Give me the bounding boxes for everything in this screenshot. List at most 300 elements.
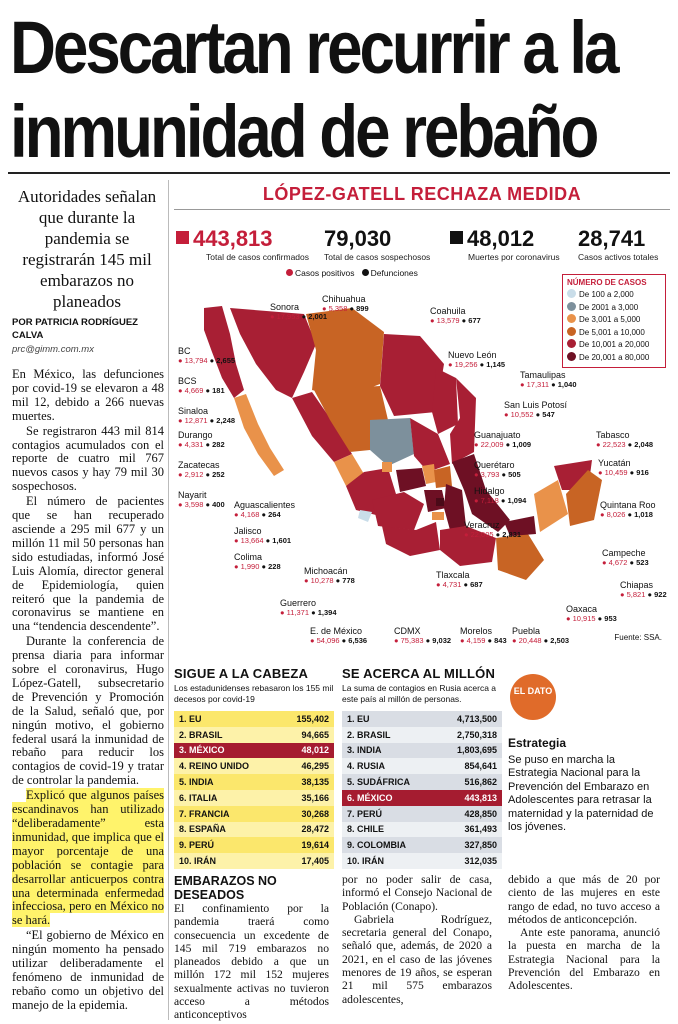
state-label — [602, 548, 649, 568]
state-name: BC — [178, 346, 191, 356]
country-cell: 2. BRASIL — [179, 729, 223, 740]
red-dot-icon: ● — [596, 440, 603, 449]
state-cases: 3,598 — [184, 500, 204, 509]
state-name: Tlaxcala — [436, 570, 470, 580]
table-row — [174, 822, 334, 838]
state-cases: 5,358 — [328, 304, 348, 313]
state-values — [436, 580, 483, 590]
state-label — [504, 400, 567, 420]
red-dot-icon: ● — [474, 440, 481, 449]
table-row — [342, 822, 502, 838]
country-cell: 10. IRÁN — [347, 856, 385, 867]
state-name: Nuevo León — [448, 350, 497, 360]
value-cell: 327,850 — [464, 840, 497, 851]
state-values — [598, 468, 649, 478]
state-cases: 11,371 — [286, 608, 310, 617]
state-cases: 75,383 — [400, 636, 424, 645]
state-label — [304, 566, 355, 586]
black-dot-icon: ● — [625, 440, 635, 449]
legend-swatch-icon — [567, 327, 576, 336]
state-deaths: 1,040 — [557, 380, 577, 389]
state-deaths: 1,601 — [272, 536, 292, 545]
paragraph: Ante este panorama, anunció la puesta en marcha de la Estrategia Nacional para la Prevención del Embarazo en Adolescentes. — [508, 926, 660, 993]
red-dot-icon: ● — [270, 312, 277, 321]
dato-text: Se puso en marcha la Estrategia Nacional para la Prevención del Embarazo en Adolescentes para retrasar la maternidad y la paternidad de los jóvenes. — [508, 754, 654, 834]
state-cases: 1,990 — [240, 562, 260, 571]
state-deaths: 228 — [268, 562, 281, 571]
state-label — [430, 306, 481, 326]
cases-table — [342, 711, 502, 869]
cases-legend — [562, 274, 666, 368]
country-cell: 4. REINO UNIDO — [179, 761, 250, 772]
black-dot-icon: ● — [493, 530, 503, 539]
stat-active-value: 28,741 — [578, 226, 646, 251]
state-cases: 5,821 — [626, 590, 646, 599]
red-dot-icon: ● — [602, 558, 609, 567]
key-deaths-label: Defunciones — [370, 268, 418, 278]
red-dot-icon: ● — [474, 470, 481, 479]
value-cell: 155,402 — [296, 713, 329, 724]
table-row — [174, 853, 334, 869]
state-name: Veracruz — [464, 520, 500, 530]
black-dot-icon: ● — [203, 470, 213, 479]
state-name: Yucatán — [598, 458, 631, 468]
author-email[interactable]: prc@gimm.com.mx — [12, 344, 94, 355]
state-name: Durango — [178, 430, 213, 440]
state-values — [178, 440, 225, 450]
state-label — [596, 430, 653, 450]
black-dot-icon: ● — [459, 316, 469, 325]
subheadline: Autoridades señalan que durante la pandemia se registrarán 145 mil embarazos no planeados — [17, 187, 157, 311]
value-cell: 1,803,695 — [456, 745, 497, 756]
red-dot-icon: ● — [464, 530, 471, 539]
black-dot-icon: ● — [423, 636, 433, 645]
value-cell: 428,850 — [464, 808, 497, 819]
country-cell: 8. CHILE — [347, 824, 385, 835]
infographic-title: LÓPEZ-GATELL RECHAZA MEDIDA — [174, 184, 670, 210]
state-cases: 7,118 — [480, 496, 499, 505]
state-name: Coahuila — [430, 306, 466, 316]
paragraph: Se registraron 443 mil 814 contagios acumulados con el reporte de cuatro mil 767 nuevos casos y hay 79 mil 30 sospechosos. — [12, 423, 164, 494]
nuevo-leon-shape — [432, 368, 458, 434]
state-label — [448, 350, 505, 370]
state-values — [464, 530, 521, 540]
state-label — [178, 490, 225, 510]
black-dot-icon: ● — [533, 410, 543, 419]
black-dot-icon: ● — [499, 470, 509, 479]
legend-item — [567, 339, 661, 352]
stat-confirmed-value: 443,813 — [193, 226, 273, 251]
state-values — [520, 380, 577, 390]
state-name: Chiapas — [620, 580, 654, 590]
state-name: Jalisco — [234, 526, 262, 536]
dato-title: Estrategia — [508, 736, 567, 750]
black-dot-icon: ● — [339, 636, 349, 645]
column-divider — [168, 180, 169, 1020]
state-cases: 13,579 — [436, 316, 460, 325]
red-dot-icon: ● — [460, 636, 467, 645]
state-values — [304, 576, 355, 586]
table-row — [174, 743, 334, 759]
red-dot-icon: ● — [280, 608, 287, 617]
stat-confirmed-label: Total de casos confirmados — [206, 252, 309, 262]
state-values — [600, 510, 656, 520]
table-row — [342, 790, 502, 806]
legend-label: De 2001 a 3,000 — [579, 302, 639, 312]
stat-suspected-value: 79,030 — [324, 226, 392, 251]
state-name: Sinaloa — [178, 406, 209, 416]
paragraph: “El gobierno de México en ningún momento ha pensado utilizar deliberadamente el fenómeno de inmunidad de rebaño como un objetivo del manejo de la epidemia. — [12, 928, 164, 1012]
table-cases-title: SE ACERCA AL MILLÓN — [342, 666, 496, 681]
table-row — [174, 790, 334, 806]
value-cell: 48,012 — [301, 745, 329, 756]
black-dot-icon: ● — [203, 500, 213, 509]
value-cell: 35,166 — [301, 792, 329, 803]
square-icon — [450, 231, 463, 244]
legend-swatch-icon — [567, 339, 576, 348]
state-cases: 22,005 — [470, 530, 494, 539]
value-cell: 28,472 — [301, 824, 329, 835]
stat-suspected-label: Total de casos sospechosos — [324, 252, 431, 262]
table-row — [174, 758, 334, 774]
red-dot-icon: ● — [310, 636, 317, 645]
red-dot-icon: ● — [512, 636, 519, 645]
state-cases: 4,168 — [240, 510, 260, 519]
state-name: E. de México — [310, 626, 363, 636]
state-cases: 10,915 — [572, 614, 596, 623]
state-label — [280, 598, 337, 618]
legend-item — [567, 302, 661, 315]
state-cases: 22,523 — [602, 440, 626, 449]
state-cases: 13,664 — [240, 536, 264, 545]
table-row — [342, 727, 502, 743]
country-cell: 3. MÉXICO — [179, 745, 225, 756]
table-row — [342, 774, 502, 790]
paragraph: debido a que más de 20 por ciento de las mujeres en este rango de edad, no tuvo acceso a métodos de anticoncepción. — [508, 873, 660, 926]
state-deaths: 2,001 — [308, 312, 328, 321]
map-key — [286, 268, 418, 278]
state-label — [460, 626, 507, 646]
value-cell: 312,035 — [464, 856, 497, 867]
table-row — [342, 853, 502, 869]
byline: POR PATRICIA RODRÍGUEZ CALVA — [12, 317, 138, 341]
state-values — [448, 360, 505, 370]
state-cases: 12,871 — [184, 416, 208, 425]
chiapas-shape — [496, 534, 544, 580]
country-cell: 5. SUDÁFRICA — [347, 777, 411, 788]
red-dot-icon: ● — [394, 636, 401, 645]
red-dot-icon: ● — [504, 410, 511, 419]
stat-confirmed — [176, 228, 309, 262]
black-dot-icon: ● — [347, 304, 357, 313]
black-dot-icon: ● — [549, 380, 558, 389]
value-cell: 46,295 — [301, 761, 329, 772]
value-cell: 4,713,500 — [456, 713, 497, 724]
state-cases: 13,794 — [184, 356, 208, 365]
black-dot-icon: ● — [203, 386, 213, 395]
red-dot-icon: ● — [436, 580, 443, 589]
state-deaths: 2,655 — [216, 356, 236, 365]
legend-title: NÚMERO DE CASOS — [567, 278, 647, 287]
table-deaths-desc: Los estadunidenses rebasaron los 155 mil decesos por covid-19 — [174, 683, 334, 704]
black-dot-icon: ● — [333, 576, 343, 585]
country-cell: 7. FRANCIA — [179, 808, 230, 819]
state-deaths: 1,394 — [317, 608, 337, 617]
state-cases: 4,672 — [608, 558, 628, 567]
state-deaths: 2,831 — [502, 530, 522, 539]
headline — [10, 6, 617, 174]
state-values — [310, 636, 367, 646]
state-name: San Luis Potosí — [504, 400, 568, 410]
state-label — [620, 580, 667, 600]
state-deaths: 2,503 — [550, 636, 570, 645]
state-values — [234, 562, 281, 572]
state-deaths: 282 — [212, 440, 225, 449]
state-values — [322, 304, 369, 314]
value-cell: 443,813 — [464, 792, 497, 803]
state-deaths: 778 — [342, 576, 355, 585]
value-cell: 361,493 — [464, 824, 497, 835]
state-deaths: 547 — [542, 410, 555, 419]
table-cases-ranking — [342, 666, 502, 869]
state-cases: 22,009 — [480, 440, 504, 449]
state-label — [474, 430, 531, 450]
black-dot-icon: ● — [461, 580, 471, 589]
legend-label: De 3,001 a 5,000 — [579, 315, 641, 324]
state-values — [512, 636, 569, 646]
country-cell: 2. BRASIL — [347, 729, 391, 740]
table-row — [174, 806, 334, 822]
table-row — [174, 711, 334, 727]
state-values — [596, 440, 653, 450]
state-cases: 20,448 — [518, 636, 542, 645]
state-label — [436, 570, 483, 590]
legend-swatch-icon — [567, 302, 576, 311]
table-row — [342, 711, 502, 727]
black-dot-icon: ● — [203, 440, 213, 449]
state-label — [178, 376, 225, 396]
country-cell: 3. INDIA — [347, 745, 382, 756]
morelos-shape — [432, 512, 444, 520]
state-values — [178, 470, 225, 480]
state-name: Chihuahua — [322, 294, 366, 304]
country-cell: 9. COLOMBIA — [347, 840, 407, 851]
state-label — [394, 626, 451, 646]
state-name: Hidalgo — [474, 486, 505, 496]
state-deaths: 1,094 — [507, 496, 527, 505]
deaths-table — [174, 711, 334, 869]
black-dot-icon: ● — [503, 440, 513, 449]
table-row — [342, 837, 502, 853]
stat-active — [578, 228, 658, 262]
value-cell: 516,862 — [464, 777, 497, 788]
state-name: CDMX — [394, 626, 421, 636]
stat-suspected — [324, 228, 430, 262]
red-dot-icon: ● — [520, 380, 527, 389]
legend-label: De 20,001 a 80,000 — [579, 352, 650, 362]
black-dot-icon: ● — [259, 510, 269, 519]
black-dot-icon: ● — [595, 614, 605, 623]
table-row — [342, 743, 502, 759]
state-deaths: 1,009 — [512, 440, 532, 449]
state-deaths: 843 — [494, 636, 507, 645]
state-label — [520, 370, 577, 390]
country-cell: 7. PERÚ — [347, 808, 383, 819]
table-row — [174, 774, 334, 790]
state-label — [270, 302, 327, 322]
state-name: BCS — [178, 376, 197, 386]
black-dot-icon: ● — [627, 468, 637, 477]
red-dot-icon: ● — [178, 470, 185, 479]
value-cell: 94,665 — [301, 729, 329, 740]
state-label — [474, 486, 526, 506]
legend-label: De 5,001 a 10,000 — [579, 327, 645, 337]
state-label — [512, 626, 569, 646]
state-cases: 4,331 — [184, 440, 204, 449]
legend-item — [567, 327, 661, 340]
state-name: Quintana Roo — [600, 500, 656, 510]
state-cases: 4,159 — [466, 636, 486, 645]
country-cell: 5. INDIA — [179, 777, 214, 788]
headline-line-2: inmunidad de rebaño — [10, 90, 597, 173]
state-values — [394, 636, 451, 646]
black-dot-icon — [362, 269, 369, 276]
stat-deaths-label: Muertes por coronavirus — [468, 252, 560, 262]
hidalgo-shape — [434, 466, 452, 488]
red-dot-icon: ● — [598, 468, 605, 477]
state-values — [474, 440, 531, 450]
state-values — [270, 312, 327, 322]
cdmx-shape — [436, 498, 444, 506]
el-dato-badge: EL DATO — [510, 674, 556, 720]
state-values — [460, 636, 507, 646]
black-dot-icon: ● — [485, 636, 495, 645]
puebla-shape — [444, 484, 466, 530]
state-deaths: 6,536 — [348, 636, 368, 645]
state-label — [566, 604, 617, 624]
state-deaths: 1,018 — [634, 510, 653, 519]
section-subtitle: EMBARAZOS NO DESEADOS — [174, 874, 277, 902]
red-dot-icon: ● — [234, 536, 241, 545]
state-name: Aguascalientes — [234, 500, 296, 510]
state-label — [600, 500, 656, 520]
black-dot-icon: ● — [645, 590, 655, 599]
state-cases: 2,912 — [184, 470, 204, 479]
guanajuato-shape — [396, 468, 426, 492]
state-deaths: 953 — [604, 614, 617, 623]
state-name: Oaxaca — [566, 604, 598, 614]
state-name: Tabasco — [596, 430, 630, 440]
state-values — [602, 558, 649, 568]
state-cases: 8,026 — [606, 510, 626, 519]
state-name: Puebla — [512, 626, 541, 636]
paragraph: por no poder salir de casa, informó el Consejo Nacional de Población (Conapo). — [342, 873, 492, 913]
state-label — [178, 460, 225, 480]
black-dot-icon: ● — [207, 416, 217, 425]
legend-items — [567, 289, 661, 364]
state-deaths: 2,248 — [216, 416, 236, 425]
state-values — [474, 496, 526, 506]
state-label — [234, 500, 295, 520]
table-row — [342, 806, 502, 822]
red-dot-icon: ● — [430, 316, 437, 325]
country-cell: 8. ESPAÑA — [179, 824, 226, 835]
black-dot-icon: ● — [477, 360, 487, 369]
state-label — [234, 552, 281, 572]
state-values — [178, 386, 225, 396]
stat-active-label: Casos activos totales — [578, 252, 659, 262]
black-dot-icon: ● — [625, 510, 635, 519]
state-name: Tamaulipas — [520, 370, 566, 380]
state-values — [178, 356, 235, 366]
article-column-mid: El confinamiento por la pandemia traerá como consecuencia un excedente de 145 mil 719 embarazos no planeados debido a que un millón 172 mil 152 mujeres sexualmente activas no tuvieron acceso a métodos anticonceptivos — [174, 902, 329, 1022]
article-column-left — [12, 368, 164, 1014]
red-dot-icon: ● — [234, 562, 241, 571]
value-cell: 17,405 — [301, 856, 329, 867]
value-cell: 854,641 — [464, 761, 497, 772]
aguascalientes-shape — [382, 462, 392, 472]
legend-swatch-icon — [567, 289, 576, 298]
state-values — [620, 590, 667, 600]
baja-california-sur-shape — [234, 394, 284, 476]
legend-item — [567, 314, 661, 327]
state-name: Zacatecas — [178, 460, 220, 470]
state-values — [430, 316, 481, 326]
state-deaths: 899 — [356, 304, 369, 313]
legend-item — [567, 289, 661, 302]
state-label — [474, 460, 521, 480]
country-cell: 6. ITALIA — [179, 792, 218, 803]
highlighted-text: Explicó que algunos países escandinavos han utilizado “deliberadamente” esta inmunidad, que implica que el mayor porcentaje de una población se contagie para desarrollar anticuerpos contra una determinada enfermedad infecciosa, pero en México no se hará. — [12, 788, 164, 928]
state-label — [178, 346, 235, 366]
red-dot-icon: ● — [322, 304, 329, 313]
state-name: Guerrero — [280, 598, 317, 608]
table-row — [174, 837, 334, 853]
state-cases: 10,278 — [310, 576, 334, 585]
state-name: Guanajuato — [474, 430, 521, 440]
colima-shape — [358, 510, 372, 522]
black-dot-icon: ● — [259, 562, 269, 571]
black-dot-icon: ● — [299, 312, 309, 321]
state-deaths: 1,145 — [486, 360, 506, 369]
table-deaths-title: SIGUE A LA CABEZA — [174, 666, 309, 681]
black-dot-icon: ● — [627, 558, 637, 567]
state-label — [178, 406, 235, 426]
state-deaths: 505 — [508, 470, 521, 479]
state-deaths: 916 — [636, 468, 649, 477]
red-dot-icon: ● — [234, 510, 241, 519]
state-deaths: 523 — [636, 558, 649, 567]
article-column-right-1 — [342, 873, 492, 1006]
table-deaths-ranking — [174, 666, 334, 869]
country-cell: 4. RUSIA — [347, 761, 386, 772]
state-cases: 3,793 — [480, 470, 500, 479]
paragraph: Gabriela Rodríguez, secretaria general del Conapo, señaló que, además, de 2020 a 2021, en el caso de las jóvenes menores de 19 años, se esperan 21 mil 575 embarazos adolescentes, — [342, 912, 492, 1006]
state-values — [234, 536, 291, 546]
state-cases: 54,096 — [316, 636, 340, 645]
legend-label: De 10,001 a 20,000 — [579, 340, 650, 349]
state-deaths: 252 — [212, 470, 225, 479]
state-cases: 17,311 — [526, 380, 550, 389]
state-cases: 10,552 — [510, 410, 534, 419]
red-dot-icon: ● — [600, 510, 607, 519]
source-note: Fuente: SSA. — [614, 633, 662, 642]
red-dot-icon: ● — [178, 386, 185, 395]
paragraph: En México, las defunciones por covid-19 se elevaron a 48 mil 12, debido a 266 nuevas muertes. — [12, 367, 164, 423]
state-cases: 10,459 — [604, 468, 628, 477]
legend-swatch-icon — [567, 314, 576, 323]
state-deaths: 264 — [268, 510, 281, 519]
